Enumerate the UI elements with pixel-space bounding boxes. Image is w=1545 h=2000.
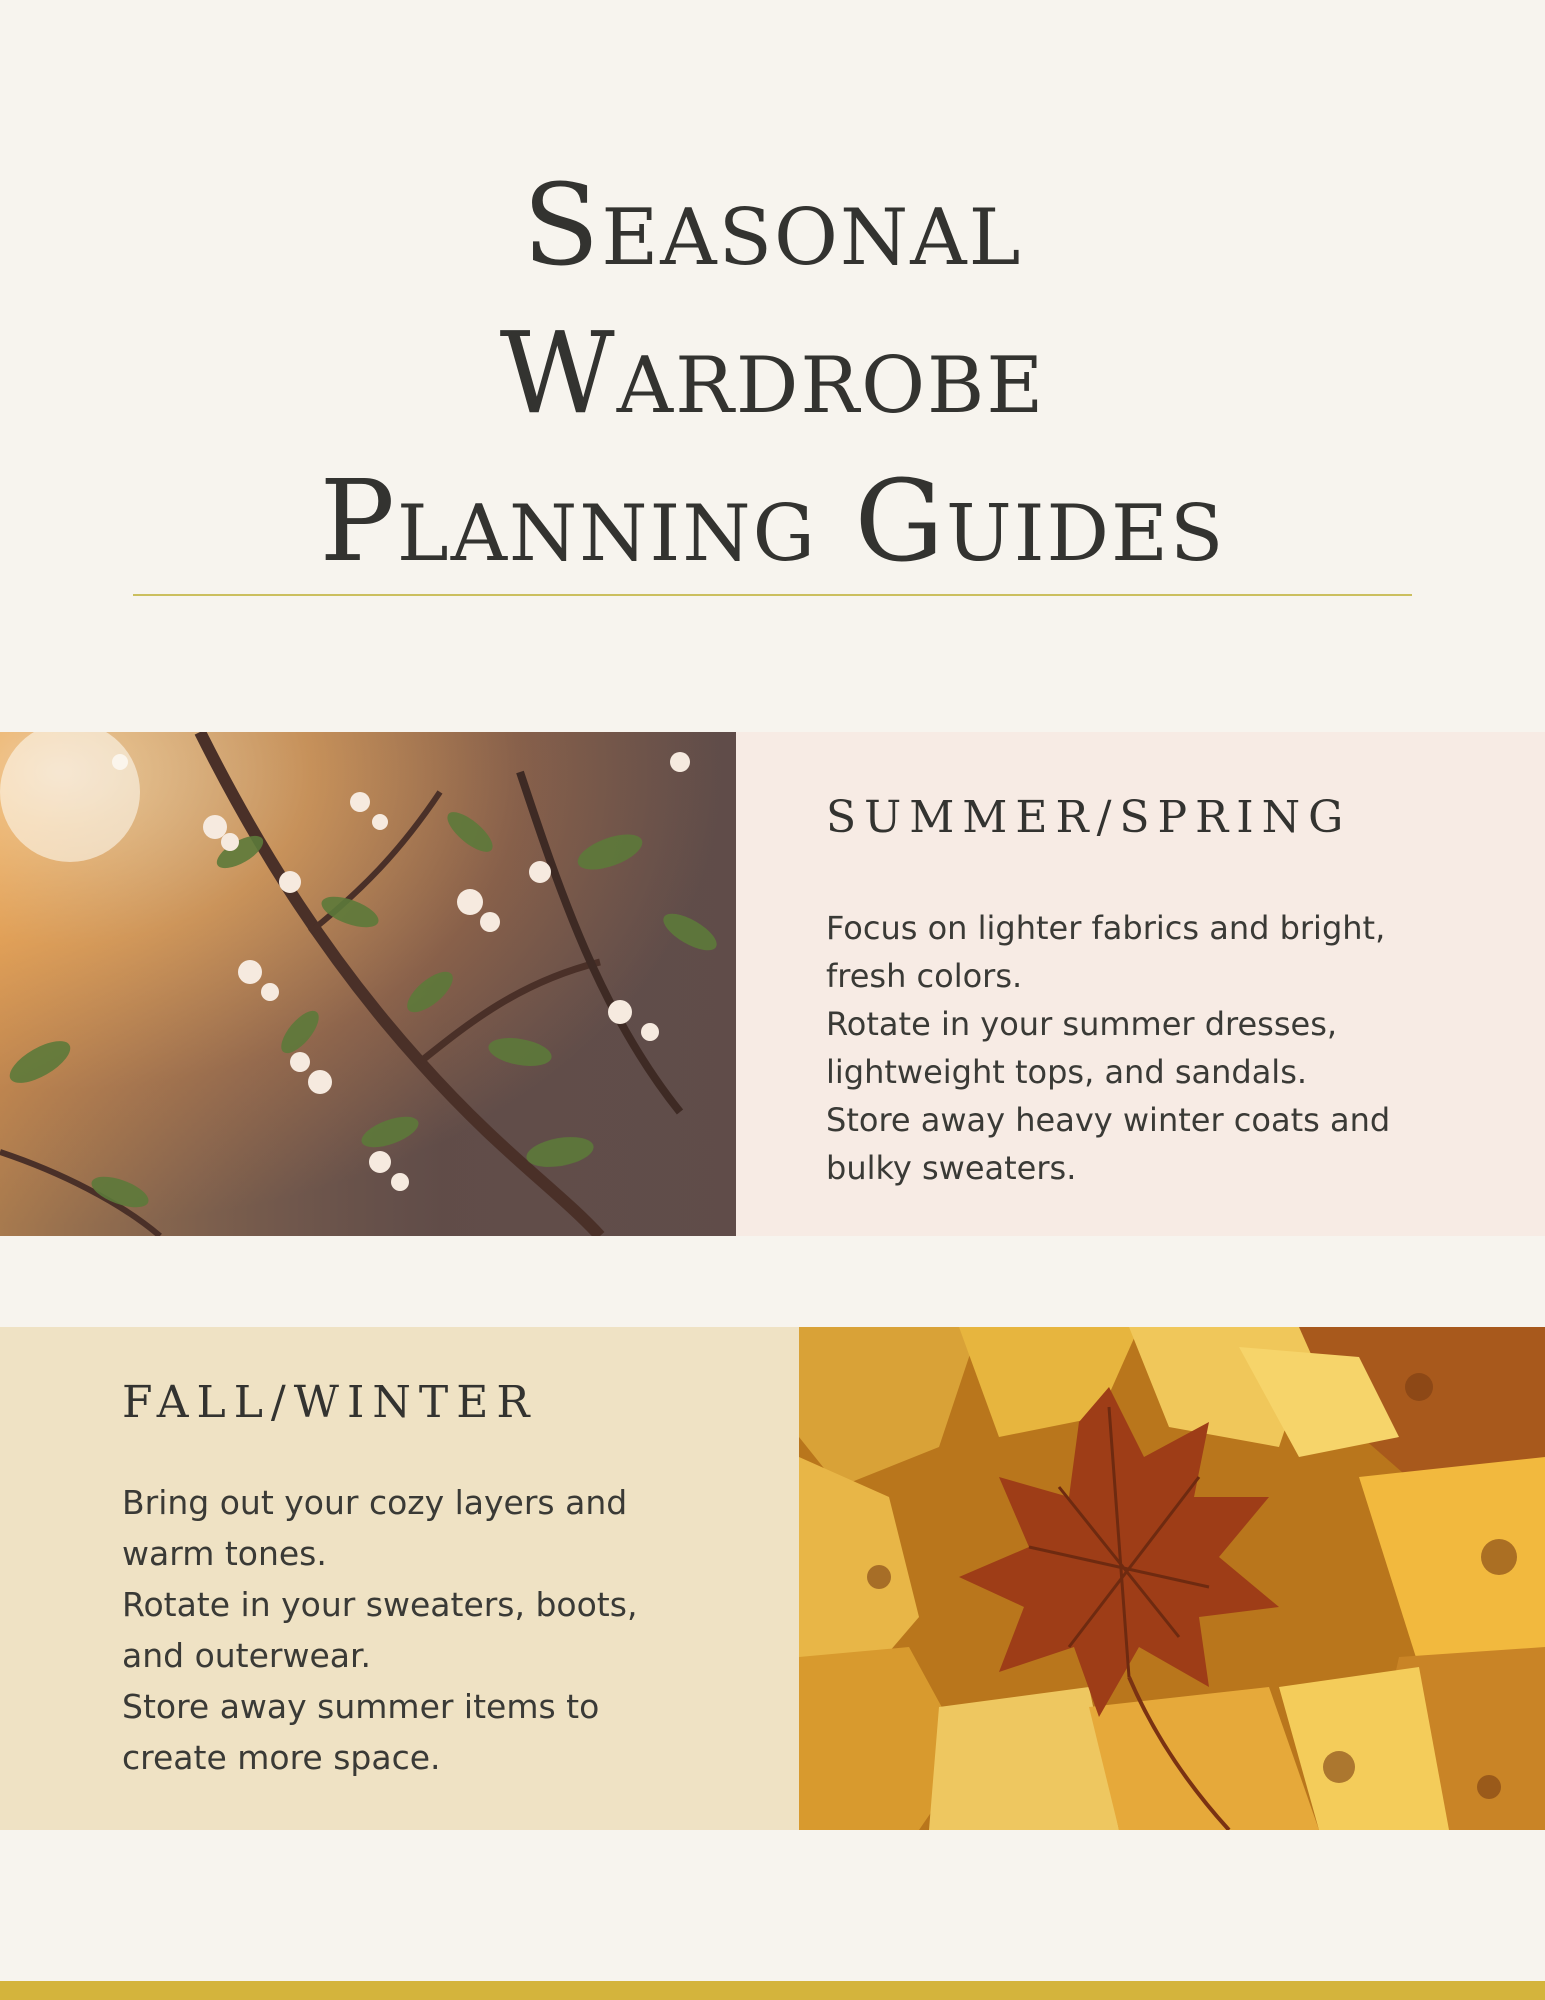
fall-line-3: Rotate in your sweaters, boots,: [122, 1585, 638, 1624]
page-title: [0, 152, 1545, 596]
fall-line-4: and outerwear.: [122, 1636, 372, 1675]
title-line-3: Planning Guides: [319, 457, 1226, 587]
fall-winter-text: [122, 1477, 782, 1783]
autumn-leaves-photo: [799, 1327, 1545, 1830]
title-divider: [133, 594, 1412, 596]
fall-line-2: warm tones.: [122, 1534, 327, 1573]
fall-line-1: Bring out your cozy layers and: [122, 1483, 628, 1522]
fall-line-5: Store away summer items to: [122, 1687, 600, 1726]
summer-spring-heading: SUMMER/SPRING: [826, 792, 1352, 843]
title-line-2: Wardrobe: [499, 309, 1046, 439]
title-line-1: Seasonal: [522, 161, 1023, 291]
spring-line-3: Rotate in your summer dresses,: [826, 1005, 1338, 1043]
spring-line-5: Store away heavy winter coats and: [826, 1101, 1391, 1139]
summer-spring-text: [826, 904, 1526, 1192]
fall-winter-heading: FALL/WINTER: [122, 1377, 538, 1428]
fall-winter-panel: [0, 1327, 799, 1830]
blossom-photo: [0, 732, 736, 1236]
bottom-accent-bar: [0, 1981, 1545, 2000]
spring-line-6: bulky sweaters.: [826, 1149, 1077, 1187]
spring-line-4: lightweight tops, and sandals.: [826, 1053, 1308, 1091]
summer-spring-panel: [736, 732, 1545, 1236]
spring-line-1: Focus on lighter fabrics and bright,: [826, 909, 1386, 947]
spring-line-2: fresh colors.: [826, 957, 1023, 995]
fall-line-6: create more space.: [122, 1738, 441, 1777]
